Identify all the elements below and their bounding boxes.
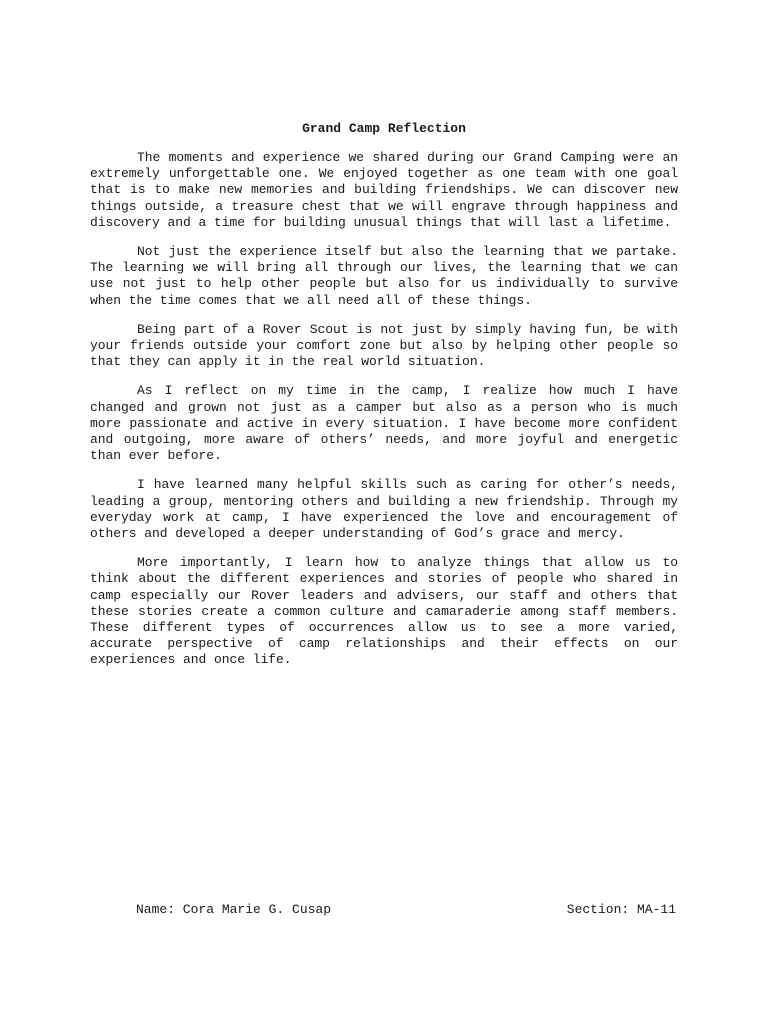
paragraph-2: Not just the experience itself but also the learning that we partake. The learning we will bring all through our lives, the learning that we can use not just to help other people but also for us individually to survive when the time comes that we all need all of these things. [90,244,678,308]
paragraph-6: More importantly, I learn how to analyze things that allow us to think about the different experiences and stories of people who shared in camp especially our Rover leaders and advisers, our staff and others that these stories create a common culture and camaraderie among staff members. These different types of occurrences allow us to see a more varied, accurate perspective of camp relationships and their effects on our experiences and once life. [90,555,678,668]
document-title: Grand Camp Reflection [302,121,466,136]
paragraph-4: As I reflect on my time in the camp, I realize how much I have changed and grown not just as a camper but also as a person who is much more passionate and active in every situation. I have become more confident and outgoing, more aware of others’ needs, and more joyful and energetic than ever before. [90,383,678,464]
paragraph-1: The moments and experience we shared during our Grand Camping were an extremely unforgettable one. We enjoyed together as one team with one goal that is to make new memories and building friendships. We can discover new things outside, a treasure chest that we will engrave through happiness and discovery and a time for building unusual things that will last a lifetime. [90,150,678,230]
paragraph-5: I have learned many helpful skills such as caring for other’s needs, leading a group, mentoring others and building a new friendship. Through my everyday work at camp, I have experienced the love and encouragement of others and developed a deeper understanding of God’s grace and mercy. [90,477,678,542]
paragraph-3: Being part of a Rover Scout is not just by simply having fun, be with your friends outside your comfort zone but also by helping other people so that they can apply it in the real world situation. [90,321,678,370]
author-name: Name: Cora Marie G. Cusap [136,902,332,917]
section-label: Section: MA-11 [566,902,676,917]
document-body [90,150,678,682]
